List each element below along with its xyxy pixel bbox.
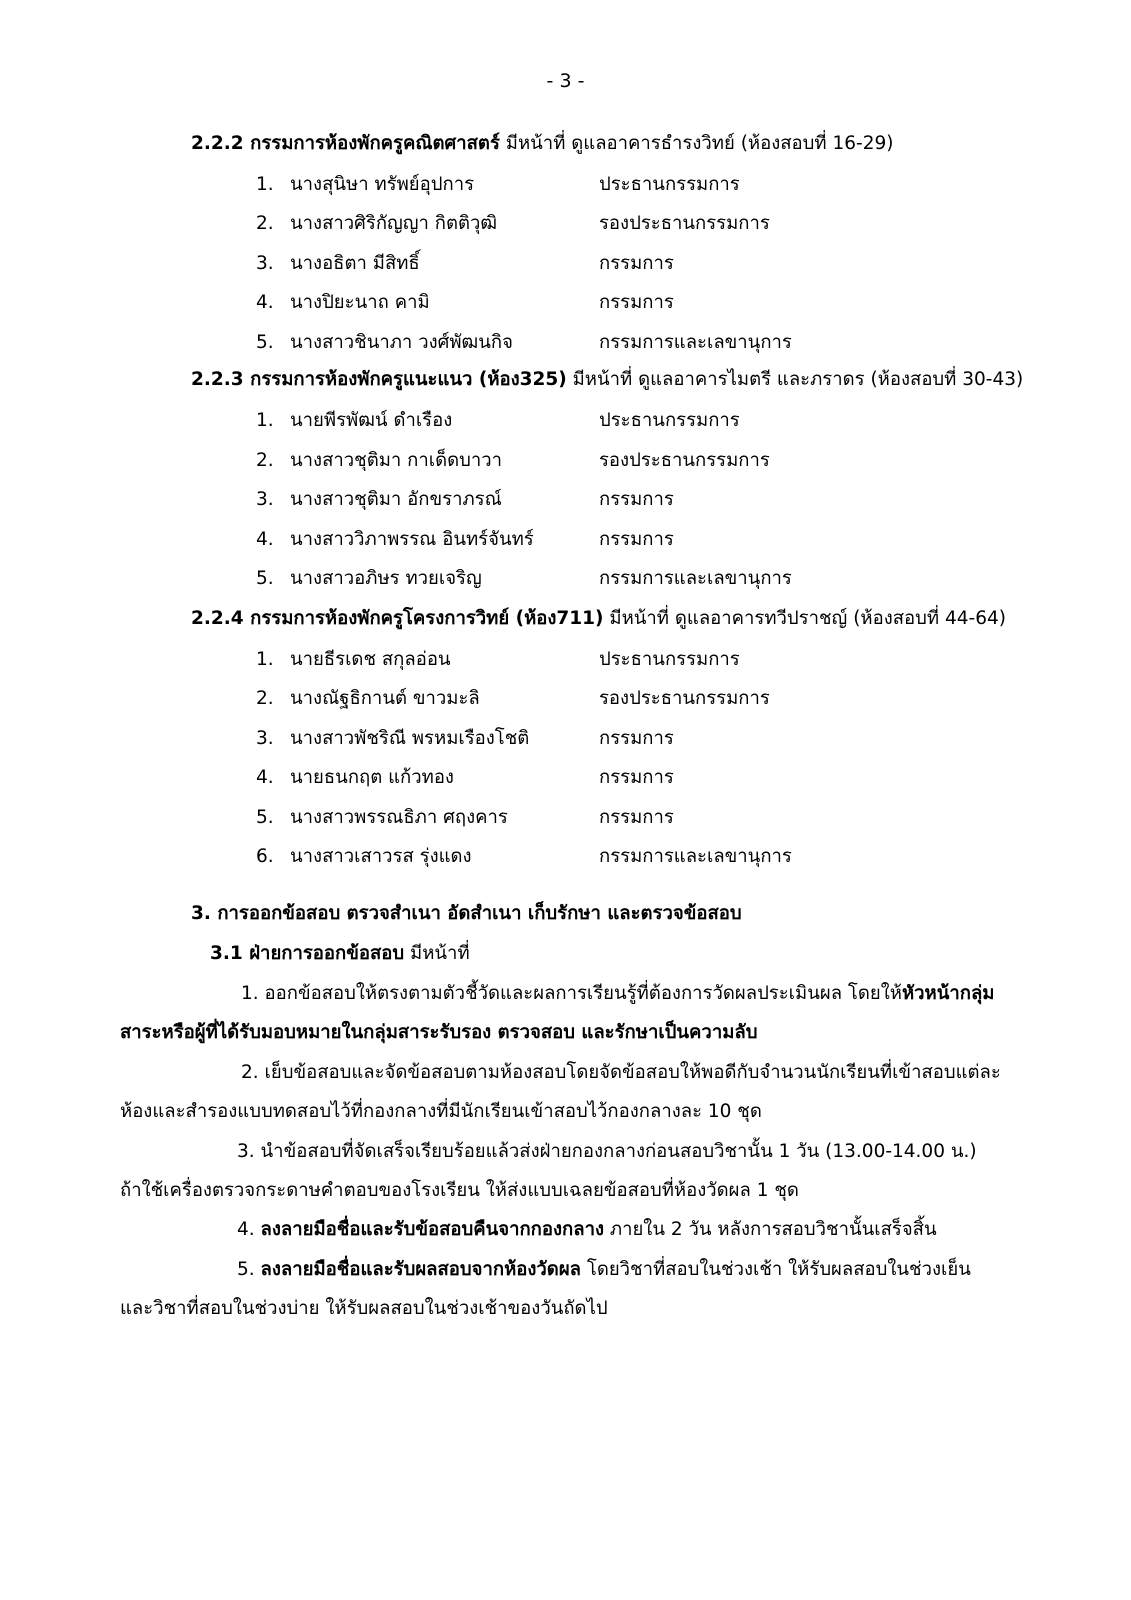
member-number: 2. xyxy=(256,213,274,234)
item2-line1: 2. เย็บข้อสอบและจัดข้อสอบตามห้องสอบโดยจัดข้อสอบให้พอดีกับจำนวนนักเรียนที่เข้าสอบแต่ละ xyxy=(241,1062,1001,1083)
member-row xyxy=(0,726,1131,752)
member-number: 2. xyxy=(256,688,274,709)
member-role: รองประธานกรรมการ xyxy=(599,450,770,471)
part3-subheading xyxy=(210,941,470,967)
section-heading-2-2-4 xyxy=(191,606,1006,632)
member-role: กรรมการ xyxy=(599,728,674,749)
member-row xyxy=(0,647,1131,673)
member-role: รองประธานกรรมการ xyxy=(599,688,770,709)
item3-line1: 3. นำข้อสอบที่จัดเสร็จเรียบร้อยแล้วส่งฝ่ายกองกลางก่อนสอบวิชานั้น 1 วัน (13.00-14.00 น.) xyxy=(237,1141,977,1162)
item4-line xyxy=(237,1217,937,1243)
section-duty: มีหน้าที่ ดูแลอาคารธำรงวิทย์ (ห้องสอบที่ 16-29) xyxy=(499,133,894,154)
member-name: นางสาวชุติมา กาเด็ดบาวา xyxy=(290,450,503,471)
member-name: นายพีรพัฒน์ ดำเรือง xyxy=(290,410,453,431)
member-row xyxy=(0,765,1131,791)
member-row xyxy=(0,330,1131,356)
member-name: นางสาววิภาพรรณ อินทร์จันทร์ xyxy=(290,529,534,550)
member-name: นางณัฐธิกานต์ ขาวมะลิ xyxy=(290,688,480,709)
member-role: กรรมการและเลขานุการ xyxy=(599,332,792,353)
member-row xyxy=(0,844,1131,870)
member-name: นางสาวชุติมา อักขราภรณ์ xyxy=(290,489,502,510)
item5-line1 xyxy=(237,1257,971,1283)
item5-text: โดยวิชาที่สอบในช่วงเช้า ให้รับผลสอบในช่วงเย็น xyxy=(581,1259,971,1280)
item3-line2: ถ้าใช้เครื่องตรวจกระดาษคำตอบของโรงเรียน ให้ส่งแบบเฉลยข้อสอบที่ห้องวัดผล 1 ชุด xyxy=(120,1180,799,1201)
member-role: กรรมการและเลขานุการ xyxy=(599,568,792,589)
member-row xyxy=(0,211,1131,237)
member-number: 4. xyxy=(256,767,274,788)
member-row xyxy=(0,251,1131,277)
section-duty: มีหน้าที่ ดูแลอาคารทวีปราชญ์ (ห้องสอบที่ 44-64) xyxy=(603,608,1006,629)
item1-emphasis: หัวหน้ากลุ่ม xyxy=(901,983,995,1004)
member-row xyxy=(0,290,1131,316)
member-number: 1. xyxy=(256,649,274,670)
section-heading-2-2-2 xyxy=(191,131,893,157)
member-role: กรรมการ xyxy=(599,529,674,550)
section-title: 2.2.2 กรรมการห้องพักครูคณิตศาสตร์ xyxy=(191,133,500,154)
section-title: 2.2.4 กรรมการห้องพักครูโครงการวิทย์ (ห้อง711) xyxy=(191,608,604,629)
member-role: กรรมการ xyxy=(599,489,674,510)
member-name: นางสาวเสาวรส รุ่งแดง xyxy=(290,846,472,867)
member-role: กรรมการ xyxy=(599,807,674,828)
section-title: 2.2.3 กรรมการห้องพักครูแนะแนว (ห้อง325) xyxy=(191,369,567,390)
item4-number: 4. xyxy=(237,1219,261,1240)
section-heading-2-2-3 xyxy=(191,367,1023,393)
member-row xyxy=(0,805,1131,831)
item4-emphasis: ลงลายมือชื่อและรับข้อสอบคืนจากกองกลาง xyxy=(260,1219,604,1240)
member-number: 6. xyxy=(256,846,274,867)
member-role: กรรมการ xyxy=(599,253,674,274)
member-number: 3. xyxy=(256,489,274,510)
member-name: นางสาวพรรณธิภา ศฤงคาร xyxy=(290,807,508,828)
part3-heading: 3. การออกข้อสอบ ตรวจสำเนา อัดสำเนา เก็บรักษา และตรวจข้อสอบ xyxy=(191,903,742,924)
member-name: นายธนกฤต แก้วทอง xyxy=(290,767,454,788)
member-number: 4. xyxy=(256,292,274,313)
member-number: 5. xyxy=(256,332,274,353)
member-role: กรรมการ xyxy=(599,292,674,313)
member-row xyxy=(0,566,1131,592)
member-number: 1. xyxy=(256,174,274,195)
member-name: นางปิยะนาถ คามิ xyxy=(290,292,430,313)
member-role: ประธานกรรมการ xyxy=(599,649,740,670)
item4-text: ภายใน 2 วัน หลังการสอบวิชานั้นเสร็จสิ้น xyxy=(604,1219,937,1240)
member-number: 4. xyxy=(256,529,274,550)
member-role: ประธานกรรมการ xyxy=(599,410,740,431)
member-name: นางอธิตา มีสิทธิ์ xyxy=(290,253,420,274)
section-duty: มีหน้าที่ ดูแลอาคารไมตรี และภราดร (ห้องสอบที่ 30-43) xyxy=(566,369,1024,390)
item5-line2: และวิชาที่สอบในช่วงบ่าย ให้รับผลสอบในช่วงเช้าของวันถัดไป xyxy=(120,1298,608,1319)
member-name: นางสาวศิริกัญญา กิตติวุฒิ xyxy=(290,213,498,234)
member-role: กรรมการและเลขานุการ xyxy=(599,846,792,867)
member-row xyxy=(0,172,1131,198)
member-number: 5. xyxy=(256,568,274,589)
member-number: 3. xyxy=(256,253,274,274)
member-name: นางสาวอภิษร ทวยเจริญ xyxy=(290,568,482,589)
item1-line2: สาระหรือผู้ที่ได้รับมอบหมายในกลุ่มสาระรับรอง ตรวจสอบ และรักษาเป็นความลับ xyxy=(120,1022,758,1043)
item5-emphasis: ลงลายมือชื่อและรับผลสอบจากห้องวัดผล xyxy=(260,1259,581,1280)
member-name: นางสาวพัชริณี พรหมเรืองโชติ xyxy=(290,728,530,749)
member-name: นางสาวชินาภา วงศ์พัฒนกิจ xyxy=(290,332,513,353)
member-row xyxy=(0,527,1131,553)
subheading-title: 3.1 ฝ่ายการออกข้อสอบ xyxy=(210,943,405,964)
member-role: รองประธานกรรมการ xyxy=(599,213,770,234)
member-row xyxy=(0,448,1131,474)
member-number: 2. xyxy=(256,450,274,471)
member-name: นางสุนิษา ทรัพย์อุปการ xyxy=(290,174,475,195)
item2-line2: ห้องและสำรองแบบทดสอบไว้ที่กองกลางที่มีนักเรียนเข้าสอบไว้กองกลางละ 10 ชุด xyxy=(120,1101,762,1122)
member-role: กรรมการ xyxy=(599,767,674,788)
member-row xyxy=(0,408,1131,434)
page-number: - 3 - xyxy=(546,70,585,92)
member-number: 5. xyxy=(256,807,274,828)
subheading-duty: มีหน้าที่ xyxy=(404,943,470,964)
item5-number: 5. xyxy=(237,1259,261,1280)
member-number: 1. xyxy=(256,410,274,431)
item1-line1 xyxy=(241,981,994,1007)
item1-text: 1. ออกข้อสอบให้ตรงตามตัวชี้วัดและผลการเรียนรู้ที่ต้องการวัดผลประเมินผล โดยให้ xyxy=(241,983,902,1004)
member-number: 3. xyxy=(256,728,274,749)
member-row xyxy=(0,487,1131,513)
member-row xyxy=(0,686,1131,712)
member-name: นายธีรเดช สกุลอ่อน xyxy=(290,649,451,670)
member-role: ประธานกรรมการ xyxy=(599,174,740,195)
